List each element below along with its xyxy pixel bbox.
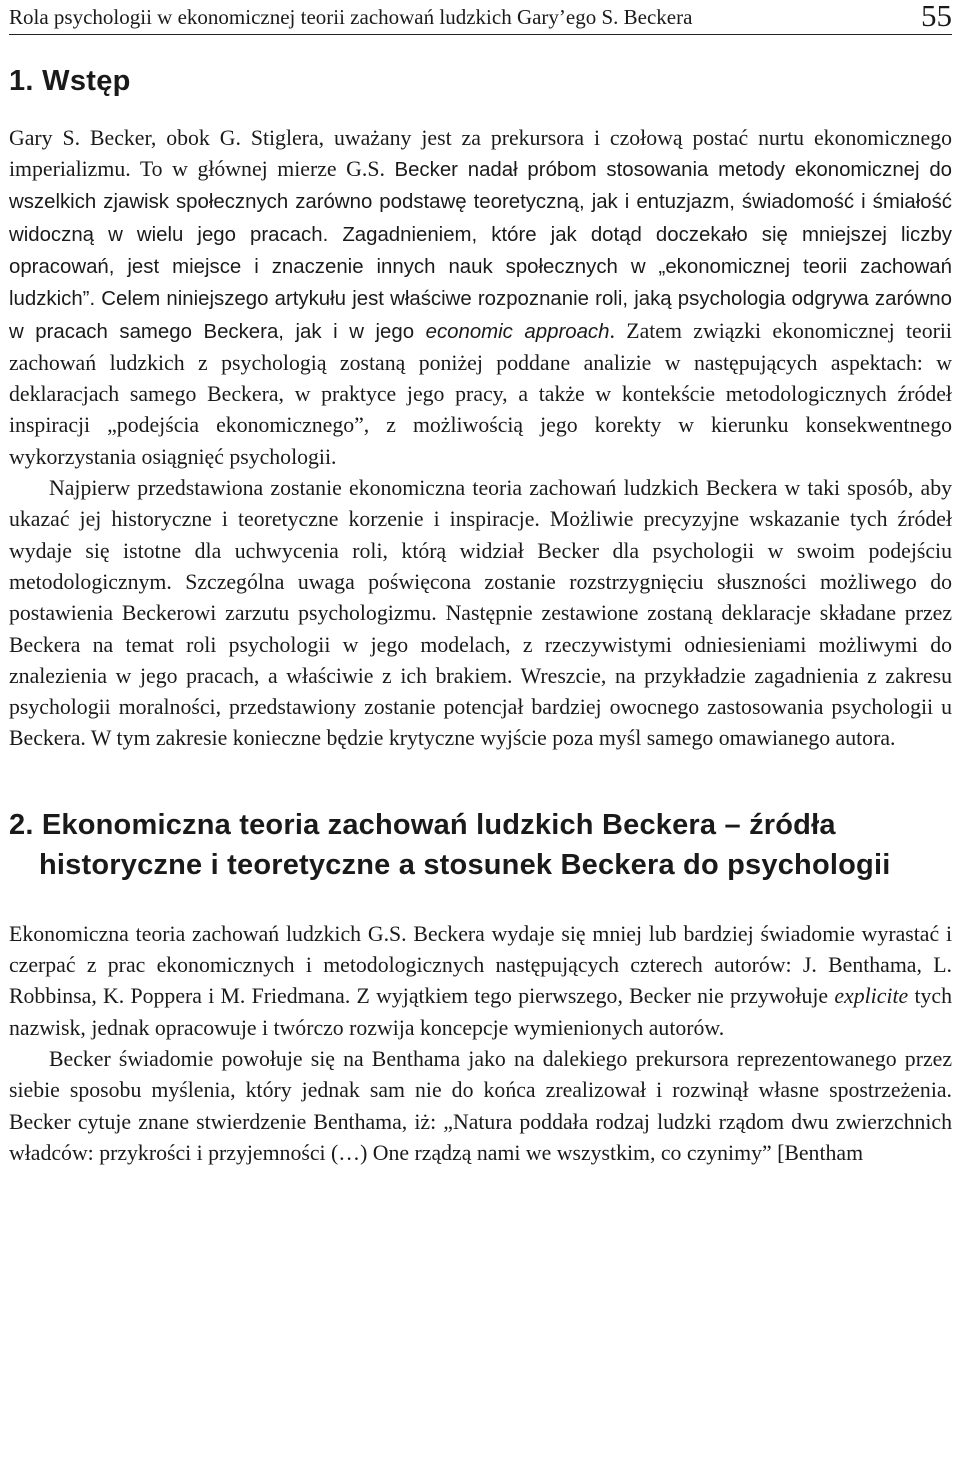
paragraph-intro-1-part-b xyxy=(9,159,952,342)
paragraph-intro-1 xyxy=(9,123,952,473)
section-heading-becker-theory: 2. Ekonomiczna teoria zachowań ludzkich Beckera – źródła historyczne i teoretyczne a stosunek Beckera do psychologii xyxy=(9,808,891,881)
explicite-italic: explicite xyxy=(834,984,909,1009)
page-number: 55 xyxy=(921,0,952,33)
section-heading-introduction: 1. Wstęp xyxy=(9,65,131,97)
economic-approach-italic: economic approach xyxy=(425,320,610,343)
paragraph-intro-1-part-a: Gary S. Becker, obok G. Stiglera, uważany jest za prekursora i czołową postać nurtu ekonomicznego imperializmu. To w głównej mierze G.S. xyxy=(9,125,952,182)
running-title: Rola psychologii w ekonomicznej teorii zachowań ludzkich Gary’ego S. Beckera xyxy=(9,5,693,29)
paragraph-intro-1-part-b-text: Becker nadał próbom stosowania metody ekonomicznej do wszelkich zjawisk społecznych zarówno podstawę teoretyczną, jak i entuzjazm, świadomość i śmiałość widoczną w wielu jego pracach. Zagadnieniem, które jak dotąd doczekało się mniejszej liczby opracowań, jest miejsce i znaczenie innych nauk społecznych w „ekonomicznej teorii zachowań ludzkich”. Celem niniejszego artykułu jest właściwe rozpoznanie roli, jaką psychologia odgrywa zarówno w pracach samego Beckera, jak i w jego xyxy=(9,159,953,343)
paragraph-theory-1-part-c: tych nazwisk, jednak opracowuje i twórczo rozwija koncepcje wymienionych autorów. xyxy=(9,984,952,1040)
paragraph-theory-1 xyxy=(9,919,952,1044)
paragraph-theory-2: Becker świadomie powołuje się na Benthama jako na dalekiego prekursora reprezentowanego przez siebie sposobu myślenia, który jednak sam nie do końca zrealizował i rozwinął własne spostrzeżenia. Becker cytuje znane stwierdzenie Benthama, iż: „Natura poddała rodzaj ludzki rządom dwu zwierzchnich władców: przykrości i przyjemności (…) One rządzą nami we wszystkim, co czynimy” [Bentham xyxy=(9,1046,952,1165)
paragraph-intro-2: Najpierw przedstawiona zostanie ekonomiczna teoria zachowań ludzkich Beckera w taki sposób, aby ukazać jej historyczne i teoretyczne korzenie i inspiracje. Możliwie precyzyjne wskazanie tych źródeł wydaje się istotne dla uchwycenia roli, którą widział Becker dla psychologii w swoim podejściu metodologicznym. Szczególna uwaga poświęcona zostanie rozstrzygnięciu słuszności możliwego do postawienia Beckerowi zarzutu psychologizmu. Następnie zestawione zostaną deklaracje składane przez Beckera na temat roli psychologii w jego modelach, z rzeczywistymi odniesieniami możliwymi do znalezienia w jego pracach, a właściwie z ich brakiem. Wreszcie, na przykładzie zagadnienia z zakresu psychologii moralności, przedstawiony zostanie potencjał bardziej owocnego zastosowania psychologii u Beckera. W tym zakresie konieczne będzie krytyczne wyjście poza myśl samego omawianego autora. xyxy=(9,476,952,751)
paragraph-theory-1-part-a: Ekonomiczna teoria zachowań ludzkich G.S. Beckera wydaje się mniej lub bardziej świadomie wyrastać i czerpać z prac ekonomicznych i metodologicznych następujących czterech autorów: J. Benthama, L. Robbinsa, K. Poppera i M. Friedmana. Z wyjątkiem tego pierwszego, Becker nie przywołuje xyxy=(9,921,952,1009)
running-header xyxy=(9,0,952,35)
paragraph-intro-1-part-d: . Zatem związki ekonomicznej teorii zachowań ludzkich z psychologią zostaną poniżej poddane analizie w następujących aspektach: w deklaracjach samego Beckera, w praktyce jego pracy, a także w kontekście metodologicznych źródeł inspiracji „podejścia ekonomicznego”, z możliwością jego korekty w kierunku konsekwentnego wykorzystania osiągnięć psychologii. xyxy=(9,318,952,469)
